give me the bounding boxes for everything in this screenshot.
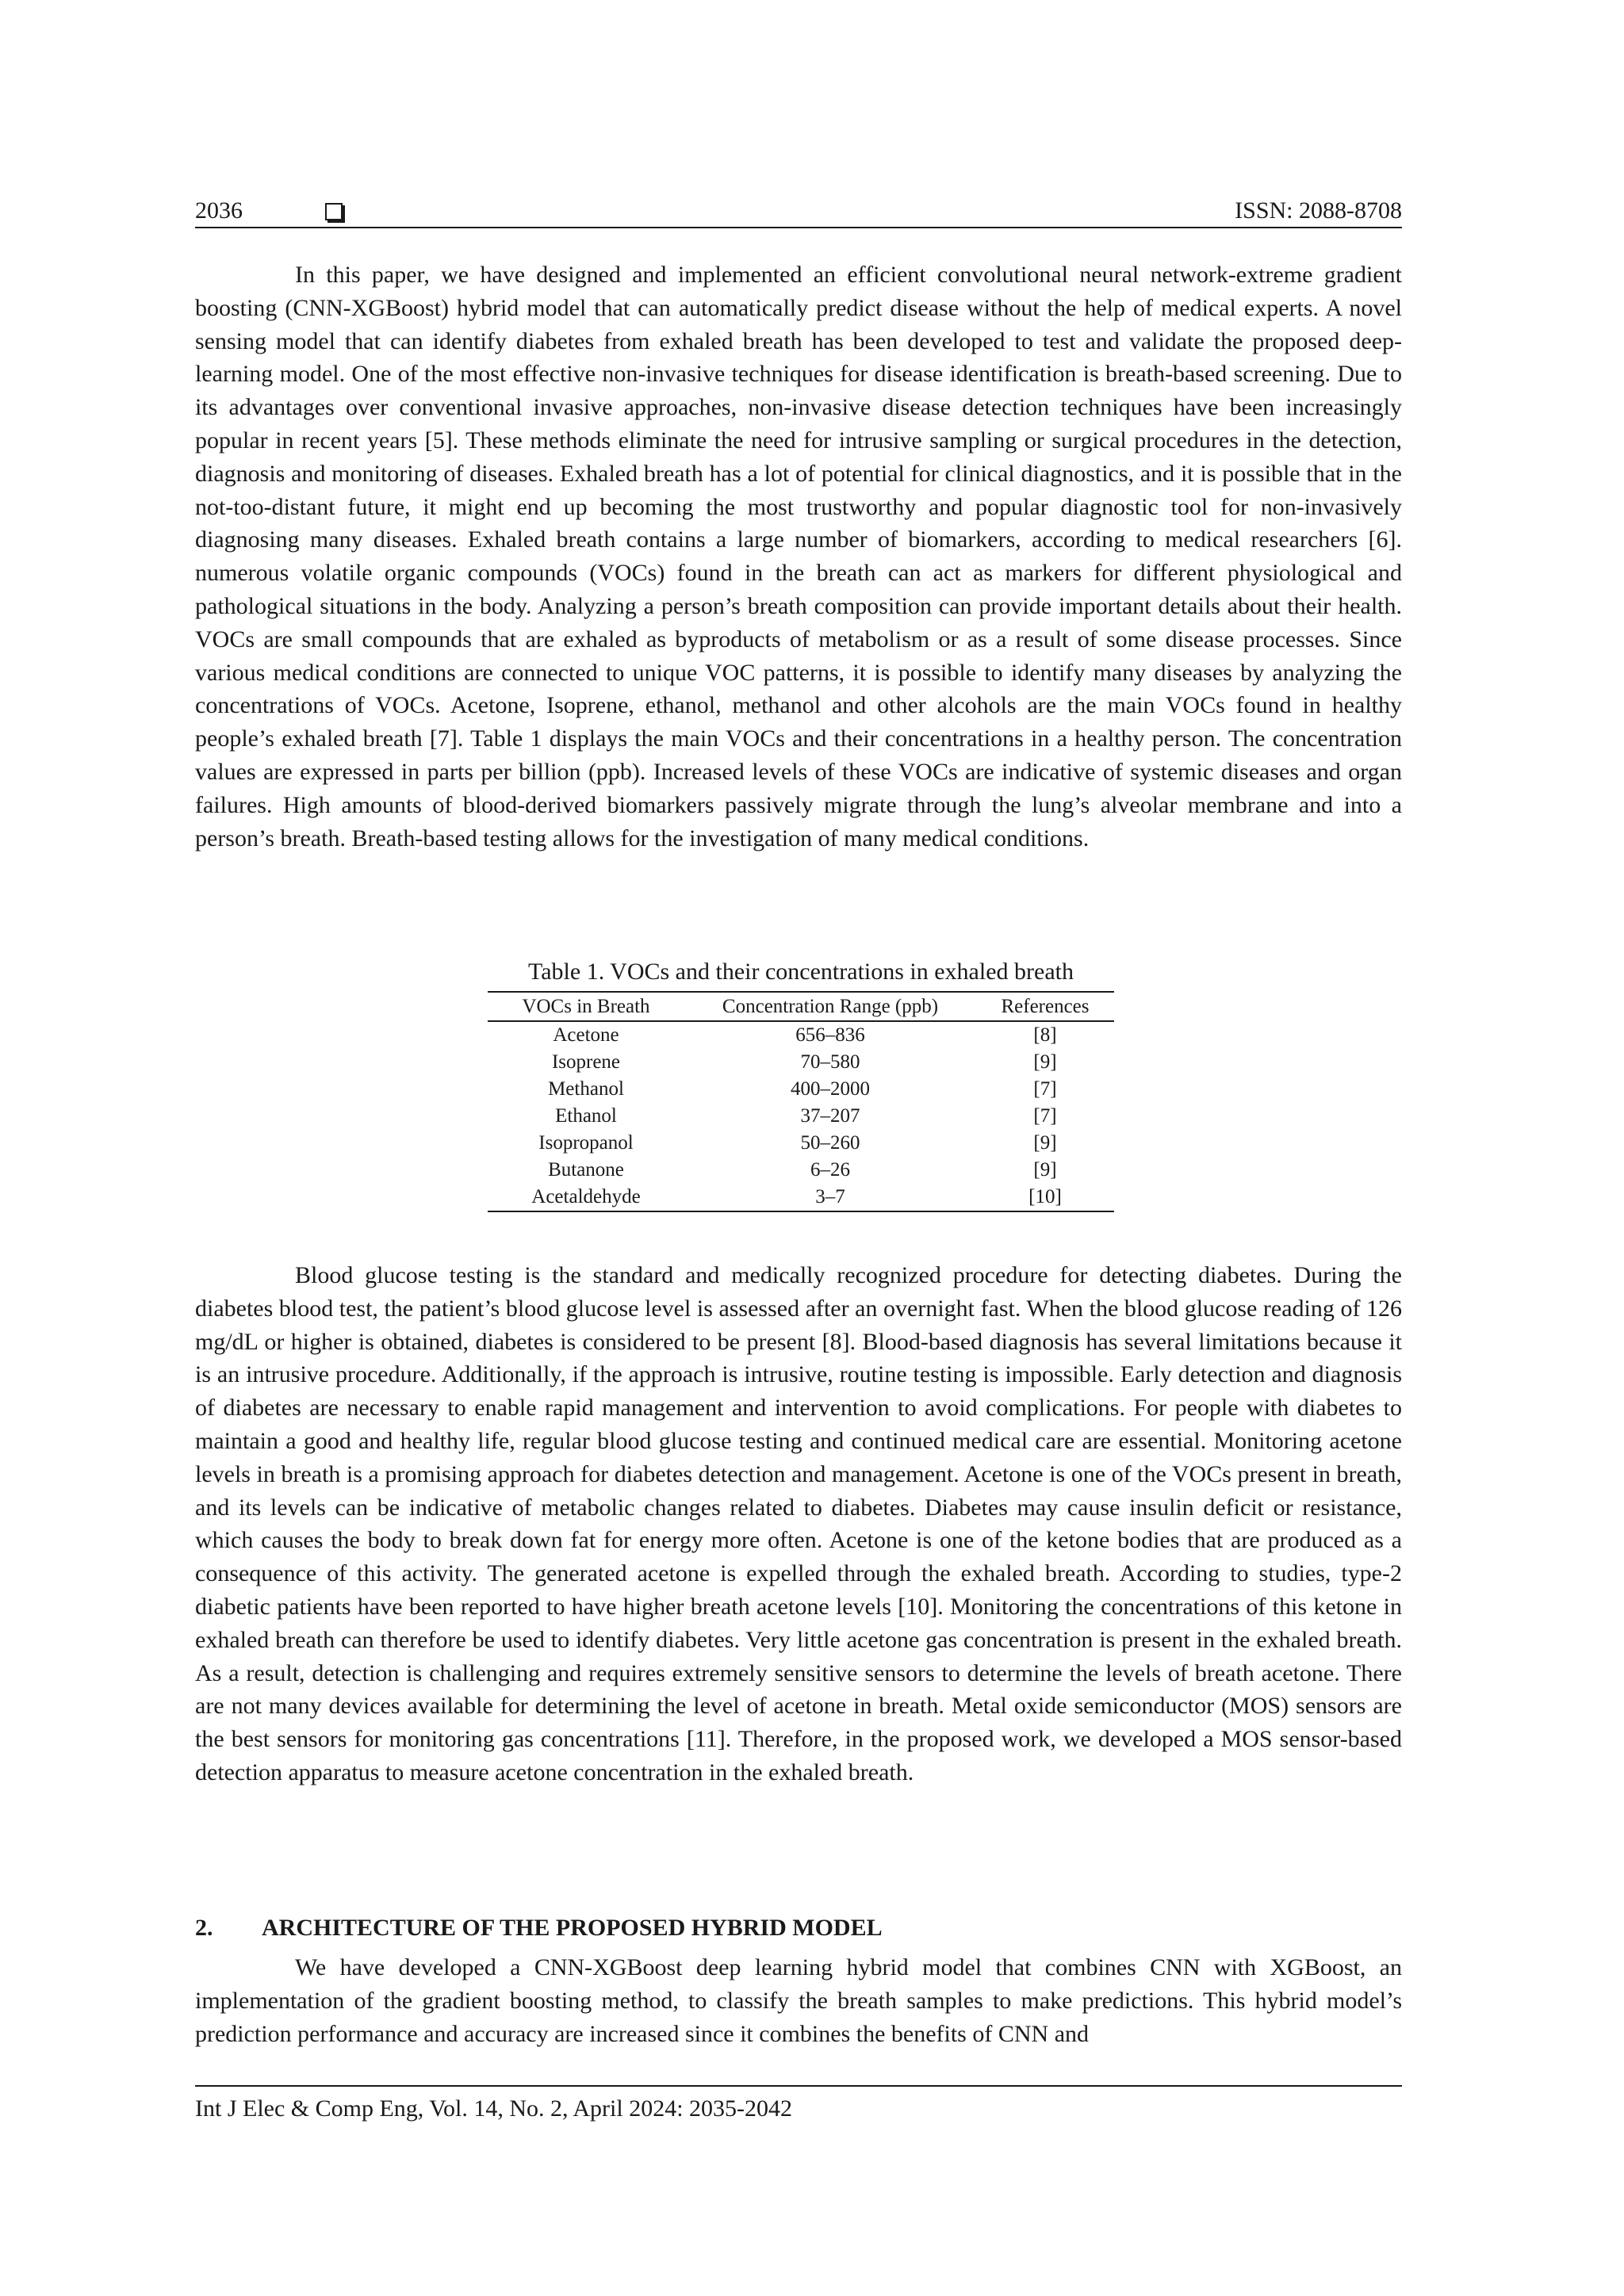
section-title: ARCHITECTURE OF THE PROPOSED HYBRID MODEL <box>262 1915 883 1941</box>
table-cell: Acetone <box>553 1024 619 1046</box>
table-row <box>488 1130 1114 1157</box>
table-cell: Butanone <box>548 1159 624 1181</box>
table-cell: Acetaldehyde <box>531 1186 641 1207</box>
table-row <box>488 1157 1114 1184</box>
table-cell: [10] <box>1028 1186 1062 1207</box>
issn: ISSN: 2088-8708 <box>1235 197 1402 224</box>
table-cell: 37–207 <box>800 1105 860 1127</box>
column-header: VOCs in Breath <box>522 996 650 1017</box>
table-cell: 3–7 <box>815 1186 845 1207</box>
header-rule <box>195 227 1402 228</box>
square-bullet-icon <box>325 203 343 220</box>
table-cell: 6–26 <box>810 1159 850 1181</box>
paragraph-intro: In this paper, we have designed and implemented an efficient convolutional neural network-extreme gradient boosting (CNN-XGBoost) hybrid model that can automatically predict disease without the help of medical experts. A novel sensing model that can identify diabetes from exhaled breath has been developed to test and validate the proposed deep-learning model. One of the most effective non-invasive techniques for disease identification is breath-based screening. Due to its advantages over conventional invasive approaches, non-invasive disease detection techniques have been increasingly popular in recent years [5]. These methods eliminate the need for intrusive sampling or surgical procedures in the detection, diagnosis and monitoring of diseases. Exhaled breath has a lot of potential for clinical diagnostics, and it is possible that in the not-too-distant future, it might end up becoming the most trustworthy and popular diagnostic tool for non-invasively diagnosing many diseases. Exhaled breath contains a large number of biomarkers, according to medical researchers [6]. numerous volatile organic compounds (VOCs) found in the breath can act as markers for different physiological and pathological situations in the body. Analyzing a person’s breath composition can provide important details about their health. VOCs are small compounds that are exhaled as byproducts of metabolism or as a result of some disease processes. Since various medical conditions are connected to unique VOC patterns, it is possible to identify many diseases by analyzing the concentrations of VOCs. Acetone, Isoprene, ethanol, methanol and other alcohols are the main VOCs found in healthy people’s exhaled breath [7]. Table 1 displays the main VOCs and their concentrations in a healthy person. The concentration values are expressed in parts per billion (ppb). Increased levels of these VOCs are indicative of systemic diseases and organ failures. High amounts of blood-derived biomarkers passively migrate through the lung’s alveolar membrane and into a person’s breath. Breath-based testing allows for the investigation of many medical conditions. <box>195 262 1402 851</box>
table-cell: Isopropanol <box>538 1132 634 1154</box>
table-cell: Isoprene <box>551 1051 621 1073</box>
page-number: 2036 <box>195 197 243 224</box>
section-heading <box>195 1912 883 1944</box>
table-cell: 400–2000 <box>791 1078 870 1100</box>
table-cell: Ethanol <box>555 1105 617 1127</box>
table-cell: [9] <box>1033 1132 1057 1154</box>
paragraph-blood-glucose: Blood glucose testing is the standard and medically recognized procedure for detecting diabetes. During the diabetes blood test, the patient’s blood glucose level is assessed after an overnight fast. When the blood glucose reading of 126 mg/dL or higher is obtained, diabetes is considered to be present [8]. Blood-based diagnosis has several limitations because it is an intrusive procedure. Additionally, if the approach is intrusive, routine testing is impossible. Early detection and diagnosis of diabetes are necessary to enable rapid management and intervention to avoid complications. For people with diabetes to maintain a good and healthy life, regular blood glucose testing and continued medical care are essential. Monitoring acetone levels in breath is a promising approach for diabetes detection and management. Acetone is one of the VOCs present in breath, and its levels can be indicative of metabolic changes related to diabetes. Diabetes may cause insulin deficit or resistance, which causes the body to break down fat for energy more often. Acetone is one of the ketone bodies that are produced as a consequence of this activity. The generated acetone is expelled through the exhaled breath. According to studies, type-2 diabetic patients have been reported to have higher breath acetone levels [10]. Monitoring the concentrations of this ketone in exhaled breath can therefore be used to identify diabetes. Very little acetone gas concentration is present in the exhaled breath. As a result, detection is challenging and requires extremely sensitive sensors to determine the levels of breath acetone. There are not many devices available for determining the level of acetone in breath. Metal oxide semiconductor (MOS) sensors are the best sensors for monitoring gas concentrations [11]. Therefore, in the proposed work, we developed a MOS sensor-based detection apparatus to measure acetone concentration in the exhaled breath. <box>195 1262 1402 1785</box>
table-row <box>488 1049 1114 1076</box>
table-row <box>488 1021 1114 1049</box>
table-cell: 70–580 <box>800 1051 860 1073</box>
section-number: 2. <box>195 1915 213 1941</box>
table-1 <box>484 956 1118 1212</box>
running-header <box>195 195 1402 227</box>
table-cell: [8] <box>1033 1024 1057 1046</box>
footer-rule <box>195 2085 1402 2087</box>
table-cell: 656–836 <box>795 1024 865 1046</box>
table-header-row <box>488 992 1114 1021</box>
footer-citation: Int J Elec & Comp Eng, Vol. 14, No. 2, April 2024: 2035-2042 <box>195 2095 793 2122</box>
paragraph-architecture: We have developed a CNN-XGBoost deep learning hybrid model that combines CNN with XGBoost, an implementation of the gradient boosting method, to classify the breath samples to make predictions. This hybrid model’s prediction performance and accuracy are increased since it combines the benefits of CNN and <box>195 1954 1402 2047</box>
table-cell: [7] <box>1033 1105 1057 1127</box>
table-row <box>488 1103 1114 1130</box>
column-header: Concentration Range (ppb) <box>722 996 939 1017</box>
table-cell: [7] <box>1033 1078 1057 1100</box>
table-cell: [9] <box>1033 1159 1057 1181</box>
table-caption: Table 1. VOCs and their concentrations in exhaled breath <box>528 959 1074 985</box>
voc-table <box>488 991 1114 1212</box>
table-row <box>488 1184 1114 1211</box>
table-cell: [9] <box>1033 1051 1057 1073</box>
table-row <box>488 1076 1114 1103</box>
table-cell: 50–260 <box>800 1132 860 1154</box>
column-header: References <box>1001 996 1090 1017</box>
table-cell: Methanol <box>548 1078 624 1100</box>
